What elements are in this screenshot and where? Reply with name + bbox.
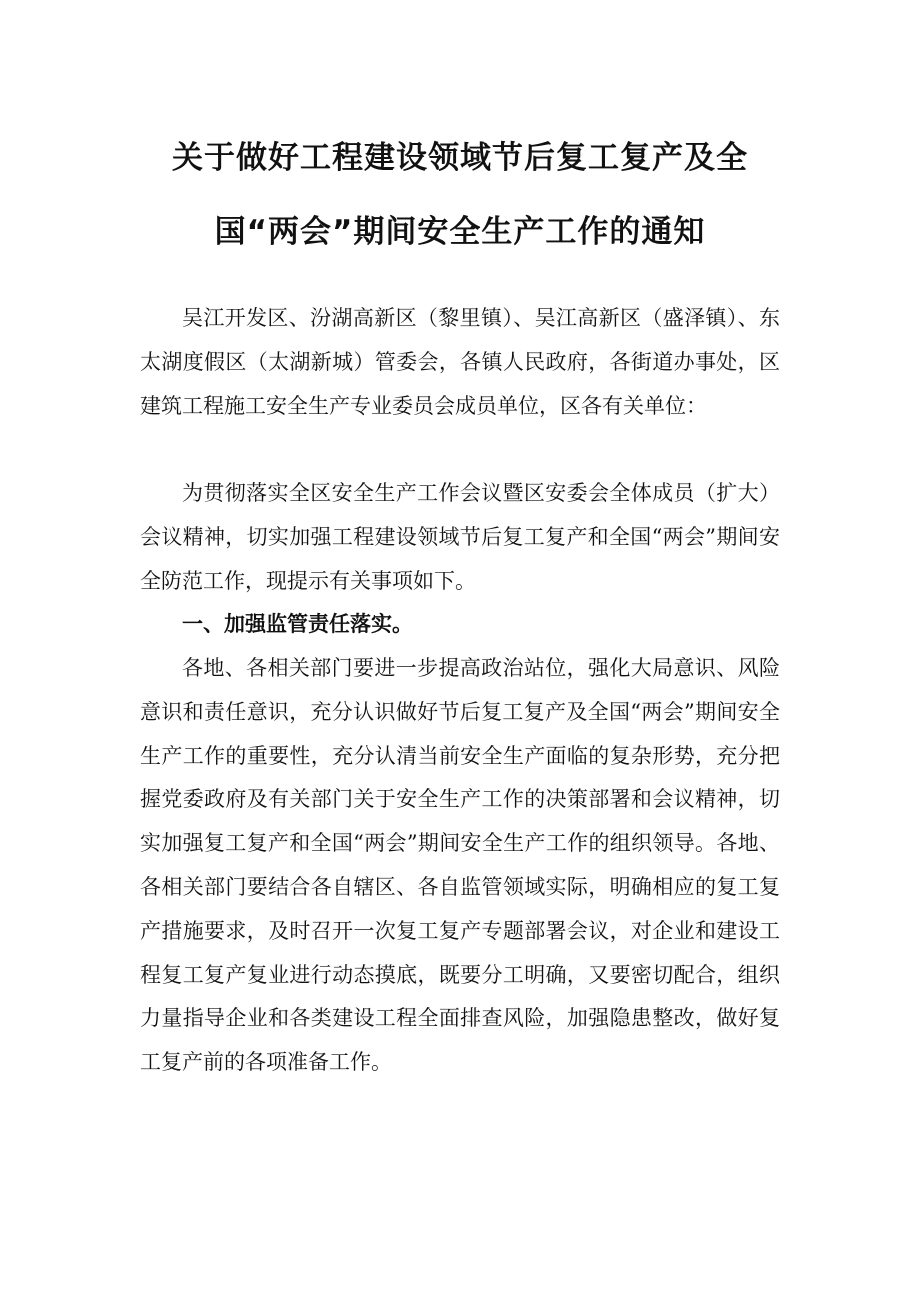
section-1-heading: 一、加强监管责任落实。 [182, 612, 413, 636]
intro-paragraph: 为贯彻落实全区安全生产工作会议暨区安委会全体成员（扩大）会议精神，切实加强工程建设领域节后复工复产和全国“两会”期间安全防范工作，现提示有关事项如下。 [140, 481, 780, 593]
intro-block [140, 472, 780, 603]
document-title-line-2: 国“两会”期间安全生产工作的通知 [214, 214, 706, 250]
section-1-body-block [140, 647, 780, 1085]
section-1-paragraph: 各地、各相关部门要进一步提高政治站位，强化大局意识、风险意识和责任意识，充分认识做好节后复工复产及全国“两会”期间安全生产工作的重要性，充分认清当前安全生产面临的复杂形势，充分把握党委政府及有关部门关于安全生产工作的决策部署和会议精神，切实加强复工复产和全国“两会”期间安全生产工作的组织领导。各地、各相关部门要结合各自辖区、各自监管领域实际，明确相应的复工复产措施要求，及时召开一次复工复产专题部署会议，对企业和建设工程复工复产复业进行动态摸底，既要分工明确，又要密切配合，组织力量指导企业和各类建设工程全面排查风险，加强隐患整改，做好复工复产前的各项准备工作。 [140, 656, 780, 1075]
addressee-paragraph: 吴江开发区、汾湖高新区（黎里镇）、吴江高新区（盛泽镇）、东太湖度假区（太湖新城）管委会，各镇人民政府，各街道办事处，区建筑工程施工安全生产专业委员会成员单位，区各有关单位： [140, 306, 780, 418]
section-1-heading-block [140, 603, 780, 647]
addressee-block [140, 297, 780, 428]
document-title-line-1: 关于做好工程建设领域节后复工复产及全 [172, 140, 748, 176]
